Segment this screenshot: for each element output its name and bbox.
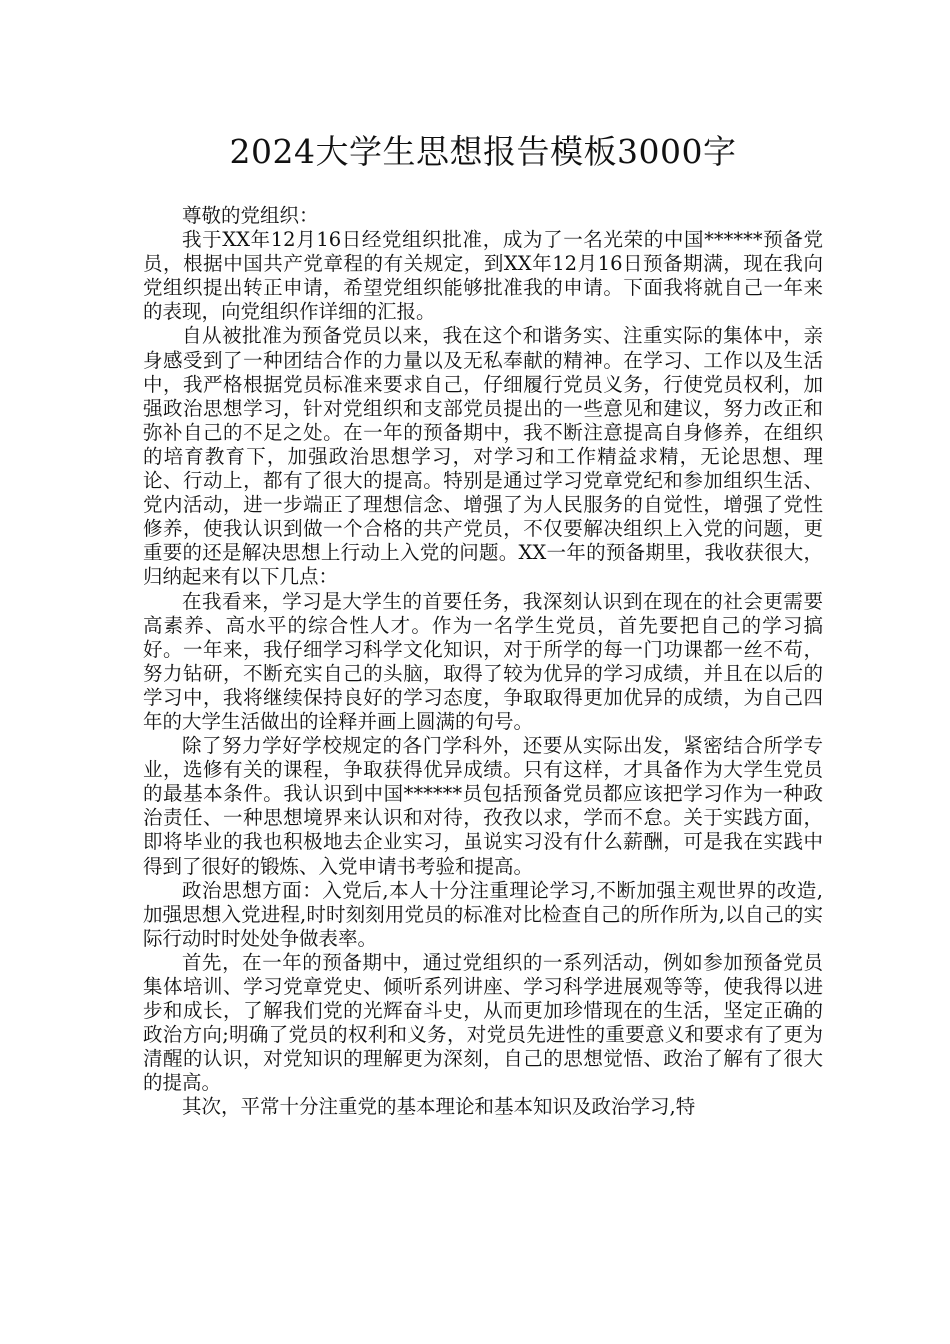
paragraph-3: 在我看来，学习是大学生的首要任务，我深刻认识到在现在的社会更需要高素养、高水平的综合性人才。作为一名学生党员，首先要把自己的学习搞好。一年来，我仔细学习科学文化知识，对于所学的每一门功课都一丝不苟，努力钻研，不断充实自己的头脑，取得了较为优异的学习成绩，并且在以后的学习中，我将继续保持良好的学习态度，争取取得更加优异的成绩，为自己四年的大学生活做出的诠释并画上圆满的句号。 <box>143 589 823 733</box>
paragraph-5: 政治思想方面：入党后,本人十分注重理论学习,不断加强主观世界的改造,加强思想入党进程,时时刻刻用党员的标准对比检查自己的所作所为,以自己的实际行动时时处处争做表率。 <box>143 878 823 950</box>
paragraph-1: 我于XX年12月16日经党组织批准，成为了一名光荣的中国******预备党员，根据中国共产党章程的有关规定，到XX年12月16日预备期满，现在我向党组织提出转正申请，希望党组织能够批准我的申请。下面我将就自己一年来的表现，向党组织作详细的汇报。 <box>143 228 823 324</box>
paragraph-7: 其次，平常十分注重党的基本理论和基本知识及政治学习,特 <box>182 1095 696 1119</box>
paragraph-4: 除了努力学好学校规定的各门学科外，还要从实际出发，紧密结合所学专业，选修有关的课程，争取获得优异成绩。只有这样，才具备作为大学生党员的最基本条件。我认识到中国******员包括预备党员都应该把学习作为一种政治责任、一种思想境界来认识和对待，孜孜以求，学而不怠。关于实践方面，即将毕业的我也积极地去企业实习，虽说实习没有什么薪酬，可是我在实践中得到了很好的锻炼、入党申请书考验和提高。 <box>143 734 823 878</box>
salutation: 尊敬的党组织： <box>182 204 319 227</box>
document-body <box>143 204 823 1120</box>
paragraph-6: 首先，在一年的预备期中，通过党组织的一系列活动，例如参加预备党员集体培训、学习党章党史、倾听系列讲座、学习科学进展观等等，使我得以进步和成长，了解我们党的光辉奋斗史，从而更加珍惜现在的生活，坚定正确的政治方向;明确了党员的权利和义务，对党员先进性的重要意义和要求有了更为清醒的认识，对党知识的理解更为深刻，自己的思想觉悟、政治了解有了很大的提高。 <box>143 950 823 1095</box>
document-title: 2024大学生思想报告模板3000字 <box>229 132 737 171</box>
paragraph-2: 自从被批准为预备党员以来，我在这个和谐务实、注重实际的集体中，亲身感受到了一种团结合作的力量以及无私奉献的精神。在学习、工作以及生活中，我严格根据党员标准来要求自己，仔细履行党员义务，行使党员权利，加强政治思想学习，针对党组织和支部党员提出的一些意见和建议，努力改正和弥补自己的不足之处。在一年的预备期中，我不断注意提高自身修养，在组织的培育教育下，加强政治思想学习，对学习和工作精益求精，无论思想、理论、行动上，都有了很大的提高。特别是通过学习党章党纪和参加组织生活、党内活动，进一步端正了理想信念、增强了为人民服务的自觉性，增强了党性修养，使我认识到做一个合格的共产党员，不仅要解决组织上入党的问题，更重要的还是解决思想上行动上入党的问题。XX一年的预备期里，我收获很大，归纳起来有以下几点： <box>143 324 823 589</box>
document-page <box>143 0 823 1120</box>
